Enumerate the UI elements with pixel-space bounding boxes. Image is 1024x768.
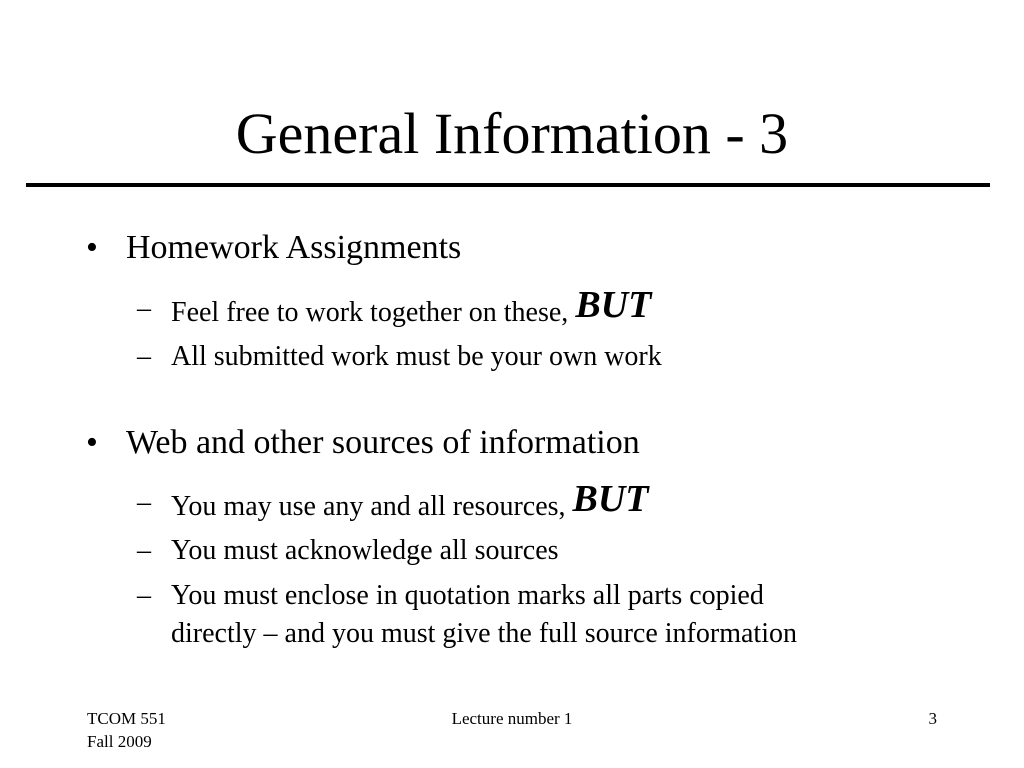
dash-glyph: –	[137, 535, 151, 566]
dash-glyph: –	[137, 341, 151, 372]
subitem-quotation-marks	[137, 579, 764, 613]
bullet-homework-assignments	[86, 228, 462, 268]
subitem-quotation-continuation	[171, 617, 797, 651]
emphasis-but: BUT	[572, 478, 649, 520]
bullet-glyph: •	[86, 229, 98, 266]
subitem-text: directly – and you must give the full source information	[171, 618, 797, 649]
subitem-acknowledge-sources	[137, 534, 559, 568]
footer-lecture: Lecture number 1	[451, 709, 573, 728]
footer-course: TCOM 551	[87, 709, 166, 728]
bullet-heading: Homework Assignments	[126, 229, 462, 266]
dash-glyph: –	[137, 293, 151, 324]
dash-glyph: –	[137, 487, 151, 518]
subitem-work-together	[137, 284, 652, 330]
subitem-text: You must acknowledge all sources	[171, 535, 559, 566]
subitem-use-resources	[137, 478, 649, 524]
subitem-own-work	[137, 340, 662, 374]
bullet-heading: Web and other sources of information	[126, 424, 640, 461]
subitem-text: You may use any and all resources,	[171, 491, 573, 522]
bullet-web-sources	[86, 423, 640, 463]
subitem-text: All submitted work must be your own work	[171, 341, 662, 372]
title-divider	[26, 183, 990, 187]
dash-glyph: –	[137, 580, 151, 611]
slide-title: General Information - 3	[235, 101, 789, 166]
footer-page-number: 3	[928, 709, 937, 728]
bullet-glyph: •	[86, 424, 98, 461]
footer-term: Fall 2009	[87, 732, 152, 751]
subitem-text: You must enclose in quotation marks all parts copied	[171, 580, 764, 611]
emphasis-but: BUT	[575, 284, 652, 326]
subitem-text: Feel free to work together on these,	[171, 297, 576, 328]
